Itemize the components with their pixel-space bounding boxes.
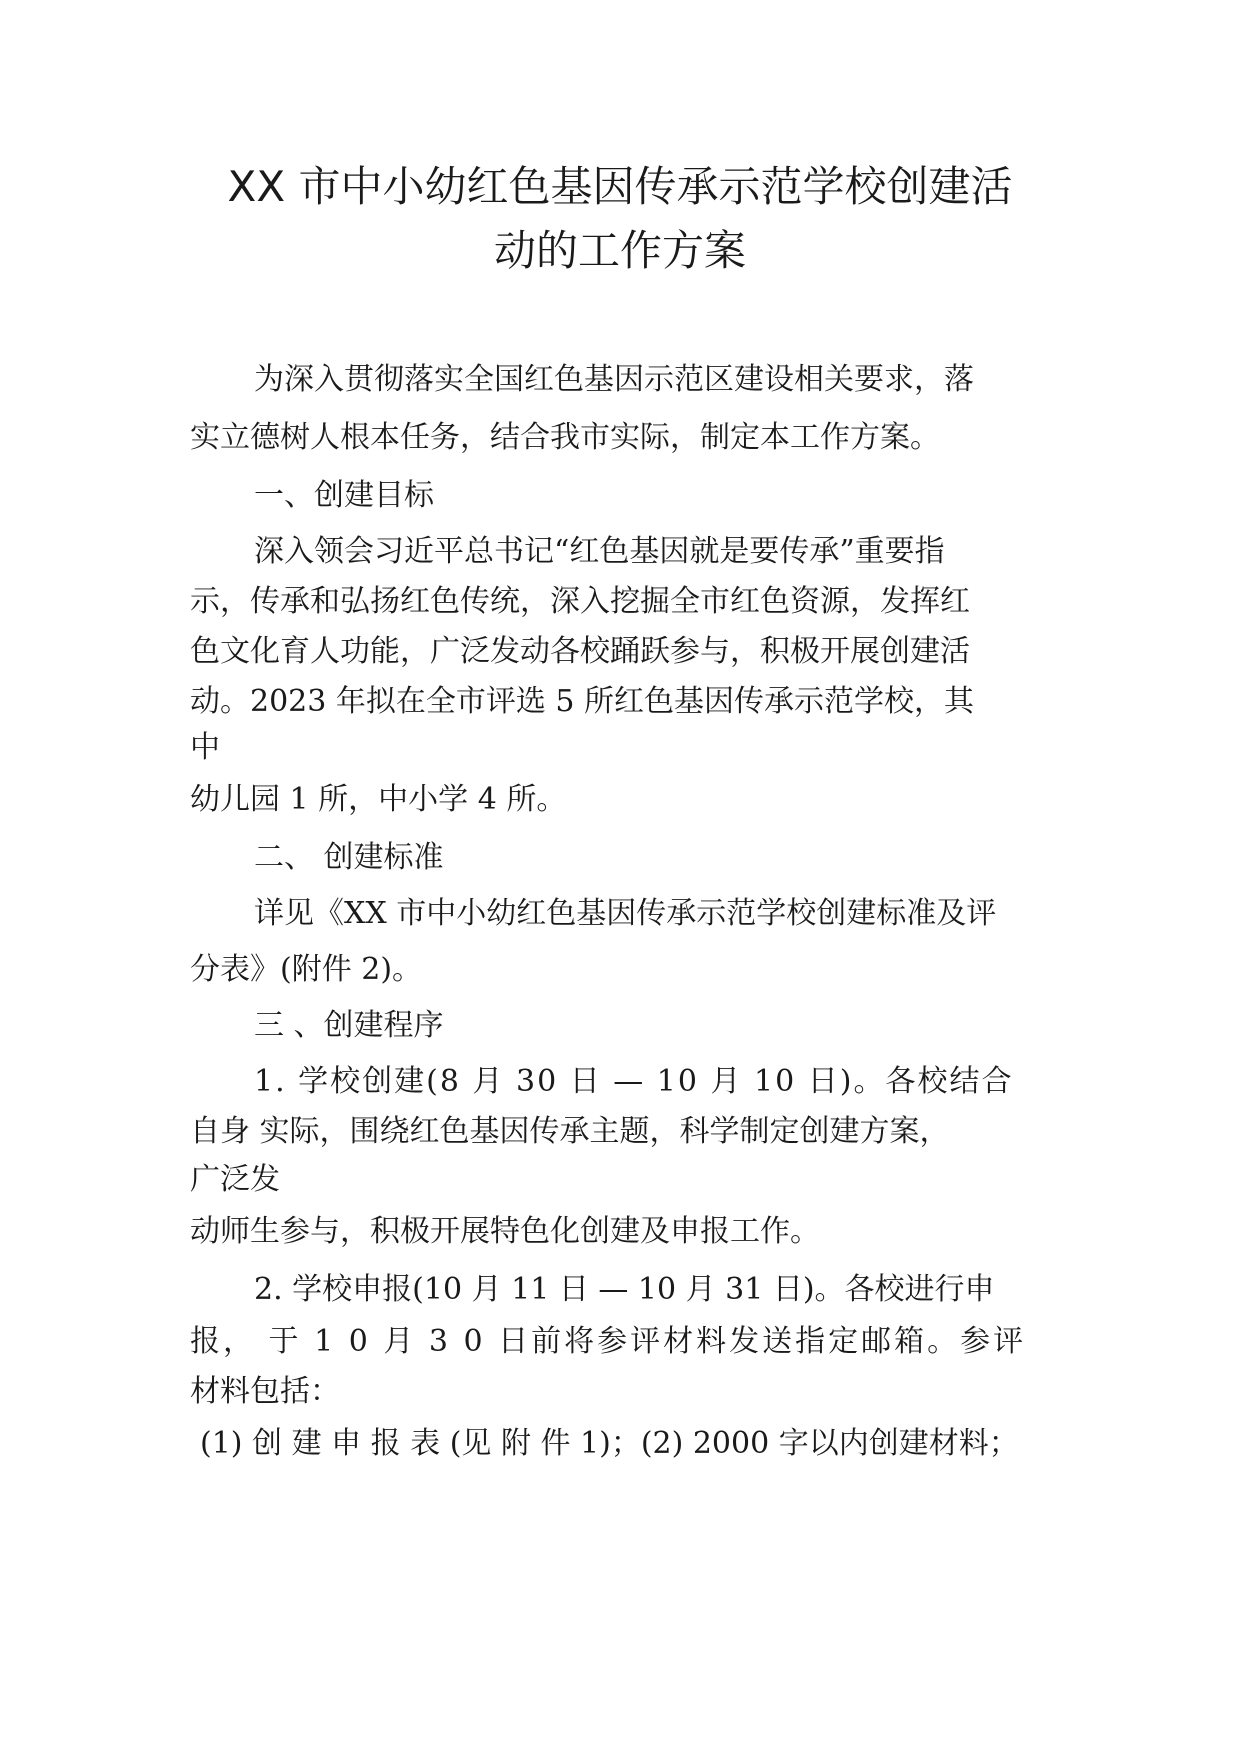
paragraph-line: 自身 实际，围绕红色基因传承主题，科学制定创建方案， — [190, 1114, 950, 1149]
paragraph-line: 报， 于 1 0 月 3 0 日前将参评材料发送指定邮箱。参评 — [190, 1324, 1027, 1359]
section-heading-standard: 二、 创建标准 — [254, 840, 444, 875]
paragraph-line: 示，传承和弘扬红色传统，深入挖掘全市红色资源，发挥红 — [190, 584, 970, 619]
document-title-line-2: 动的工作方案 — [493, 226, 746, 275]
paragraph-line: 色文化育人功能，广泛发动各校踊跃参与，积极开展创建活 — [190, 634, 970, 669]
paragraph-line: 动。2023 年拟在全市评选 5 所红色基因传承示范学校，其 — [190, 684, 975, 719]
paragraph-line: 为深入贯彻落实全国红色基因示范区建设相关要求，落 — [254, 362, 974, 397]
paragraph-line: 中 — [190, 730, 220, 765]
paragraph-line: (1) 创 建 申 报 表 (见 附 件 1)；(2) 2000 字以内创建材料； — [200, 1426, 1019, 1461]
paragraph-line: 广泛发 — [190, 1162, 280, 1197]
paragraph-line: 深入领会习近平总书记“红色基因就是要传承”重要指 — [254, 534, 945, 569]
paragraph-line: 2. 学校申报(10 月 11 日 — 10 月 31 日)。各校进行申 — [254, 1272, 995, 1307]
paragraph-line: 详见《XX 市中小幼红色基因传承示范学校创建标准及评 — [254, 896, 997, 931]
section-heading-procedure: 三 、创建程序 — [254, 1008, 444, 1043]
paragraph-line: 1. 学校创建(8 月 30 日 — 10 月 10 日)。各校结合 — [254, 1064, 1014, 1099]
section-heading-goal: 一、创建目标 — [254, 478, 434, 513]
paragraph-line: 材料包括： — [190, 1374, 340, 1409]
paragraph-line: 幼儿园 1 所，中小学 4 所。 — [190, 782, 567, 817]
document-title-line-1: XX 市中小幼红色基因传承示范学校创建活 — [227, 162, 1013, 211]
paragraph-line: 实立德树人根本任务，结合我市实际，制定本工作方案。 — [190, 420, 940, 455]
paragraph-line: 动师生参与，积极开展特色化创建及申报工作。 — [190, 1214, 820, 1249]
paragraph-line: 分表》(附件 2)。 — [190, 952, 423, 987]
